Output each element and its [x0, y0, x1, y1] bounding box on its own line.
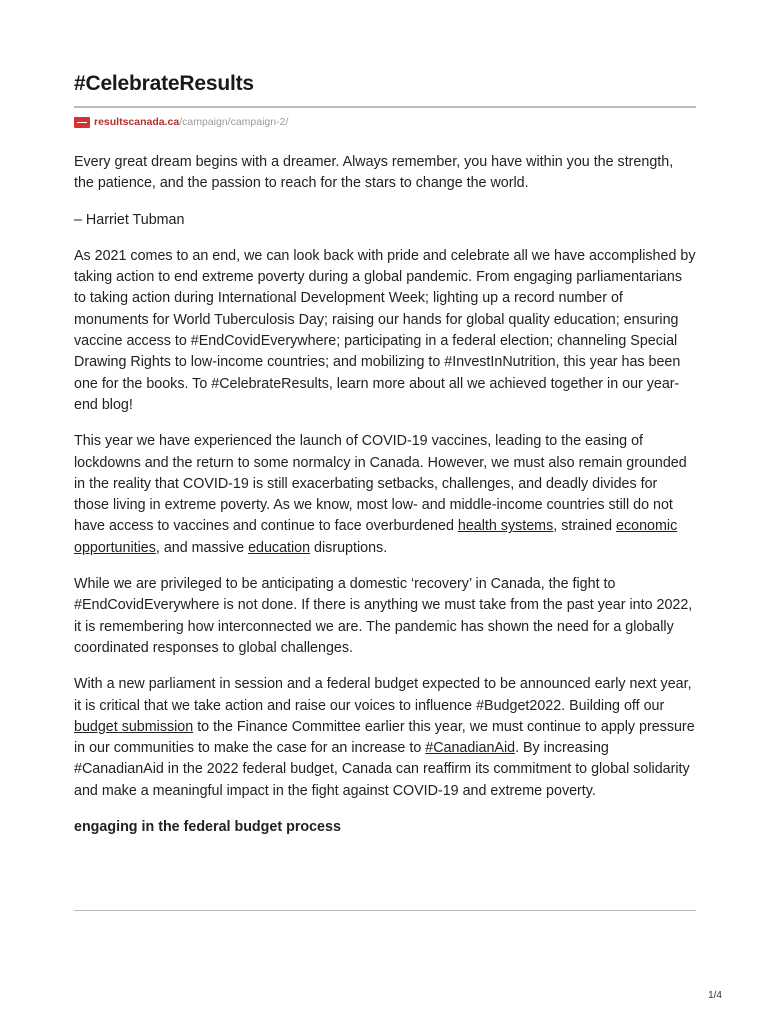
- section-subheading: engaging in the federal budget process: [74, 819, 341, 836]
- paragraph-4-text-a: With a new parliament in session and a federal budget expected to be announced early next year, it is critical that we take action and raise our voices to influence #Budget2022. Building off our: [74, 676, 692, 714]
- education-link[interactable]: education: [248, 539, 311, 556]
- budget-submission-link[interactable]: budget submission: [74, 718, 194, 735]
- subheading-divider: [74, 910, 696, 911]
- source-url[interactable]: [74, 115, 288, 129]
- paragraph-4-text-b: to the Finance Committee earlier this year, we must continue to apply pressure in our communities to make the case for an increase to: [74, 718, 695, 757]
- paragraph-4: [74, 674, 696, 802]
- page-title: #CelebrateResults: [74, 72, 254, 95]
- paragraph-3: While we are privileged to be anticipating a domestic ‘recovery’ in Canada, the fight to #EndCovidEverywhere is not done. If there is anything we must take from the past year into 2022, it is remembering how interconnected we are. The pandemic has shown the need for a globally coordinated responses to global challenges.: [74, 576, 693, 656]
- paragraph-2-text-d: disruptions.: [310, 539, 388, 556]
- economic-opportunities-link[interactable]: economic opportunities: [74, 518, 678, 556]
- quote-paragraph: Every great dream begins with a dreamer. Always remember, you have within you the strength, the patience, and the passion to reach for the stars to change the world.: [74, 154, 674, 192]
- paragraph-2-text-a: This year we have experienced the launch of COVID-19 vaccines, leading to the easing of lockdowns and the return to some normalcy in Canada. However, we must also remain grounded in the reality that COVID-19 is still exacerbating setbacks, challenges, and deadly divides for those living in extreme poverty. As we know, most low- and middle-income countries still do not have access to vaccines and continue to face overburdened: [74, 433, 687, 535]
- resultscanada-logo-icon: [74, 117, 90, 128]
- quote-attribution: – Harriet Tubman: [74, 211, 185, 228]
- source-domain[interactable]: resultscanada.ca: [94, 116, 180, 128]
- paragraph-2-text-b: , strained: [553, 518, 617, 535]
- paragraph-2: [74, 431, 696, 559]
- health-systems-link[interactable]: health systems: [457, 518, 554, 535]
- source-path[interactable]: /campaign/campaign-2/: [179, 116, 289, 128]
- paragraph-1: As 2021 comes to an end, we can look back with pride and celebrate all we have accomplished by taking action to end extreme poverty during a global pandemic. From engaging parliamentarians to taking action during International Development Week; lighting up a record number of monuments for World Tuberculosis Day; raising our hands for global quality education; ensuring vaccine access to #EndCovidEverywhere; participating in a federal election; channeling Special Drawing Rights to low-income countries; and mobilizing to #InvestInNutrition, this year has been one for the books. To #CelebrateResults, learn more about all we achieved together in our year-end blog!: [74, 247, 696, 413]
- article-body: [74, 152, 696, 838]
- title-divider: [74, 106, 696, 108]
- page-number: 1/4: [708, 990, 722, 1001]
- paragraph-4-text-c: . By increasing #CanadianAid in the 2022 federal budget, Canada can reaffirm its commitment to global solidarity and make a meaningful impact in the fight against COVID-19 and extreme poverty.: [74, 740, 690, 799]
- canadian-aid-link[interactable]: #CanadianAid: [425, 740, 516, 757]
- paragraph-2-text-c: , and massive: [155, 539, 249, 556]
